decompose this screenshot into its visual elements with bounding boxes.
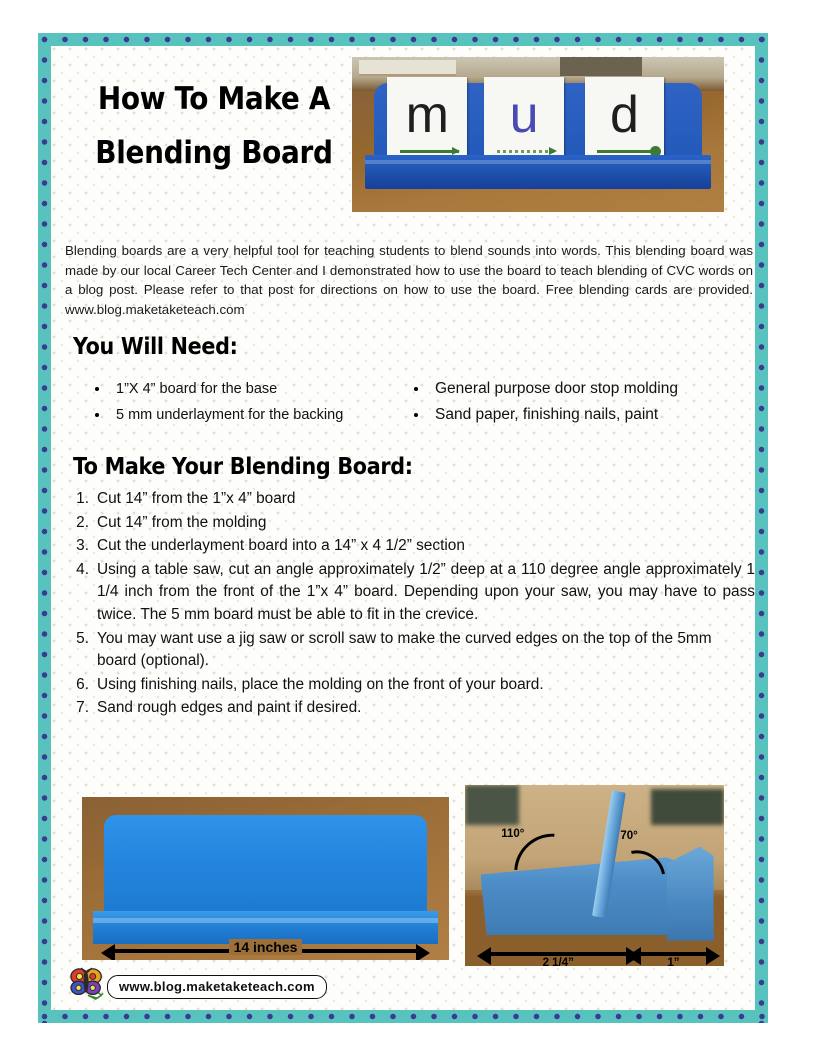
photo-background-object-2 [560, 57, 642, 76]
step-number: 5. [76, 629, 89, 647]
dimension-arrow-left-icon [491, 952, 626, 956]
photo-background-object-1 [465, 785, 519, 825]
instructions-heading: To Make Your Blending Board: [73, 454, 413, 480]
letter-card-d-glyph: d [610, 86, 639, 145]
photo-background-object-2 [651, 789, 724, 825]
step-number: 1. [76, 490, 89, 507]
materials-list-right [406, 376, 736, 428]
step-text: Cut 14” from the molding [97, 513, 267, 531]
step-number: 2. [76, 513, 89, 531]
list-item [69, 697, 755, 720]
photo-board-front-view [82, 797, 449, 960]
materials-heading: You Will Need: [73, 334, 238, 360]
list-item [69, 535, 755, 558]
list-item: Sand paper, finishing nails, paint [406, 402, 736, 428]
photo-blending-board-with-cards [352, 57, 724, 212]
list-item [69, 559, 755, 627]
step-text: You may want use a jig saw or scroll saw to make the curved edges on the top of the 5mm board (optional). [97, 629, 712, 670]
photo-board-rail [667, 847, 714, 941]
letter-card-u-glyph: u [509, 86, 539, 145]
step-number: 3. [76, 537, 89, 555]
page-title-line-2: Blending Board [95, 135, 333, 171]
step-number: 7. [76, 699, 89, 717]
dimension-label-width [82, 939, 449, 955]
photo-board-angle-detail [465, 785, 724, 966]
list-item [69, 674, 755, 697]
list-item [69, 628, 755, 673]
list-item [69, 488, 755, 511]
blend-arrow-icon [400, 150, 459, 153]
letter-card-m [387, 77, 467, 164]
blend-arrow-dot-icon [597, 150, 656, 153]
list-item [69, 512, 755, 535]
photo-board-ledge [365, 155, 711, 189]
butterfly-logo-icon [69, 967, 107, 1001]
page-title [64, 72, 364, 180]
dimension-arrow-right-icon [641, 952, 706, 956]
dimension-label-left: 2 1/4” [542, 956, 574, 966]
letter-card-u [484, 77, 564, 164]
step-text: Cut 14” from the 1”x 4” board [97, 490, 296, 507]
list-item: 5 mm underlayment for the backing [87, 402, 417, 428]
step-text: Using a table saw, cut an angle approximately 1/2” deep at a 110 degree angle approximately 1 1/4 inch from the front of the 1”x 4” board. Depending upon your saw, you may have to pass twice. The 5 mm board must be able to fit in the crevice. [97, 560, 755, 623]
blend-arrow-dotted-icon [497, 150, 556, 153]
angle-label-left: 110° [501, 828, 525, 841]
page-title-line-1: How To Make A [97, 81, 331, 117]
footer-url[interactable]: www.blog.maketaketeach.com [107, 975, 327, 999]
list-item: General purpose door stop molding [406, 376, 736, 402]
dimension-label-right: 1” [667, 956, 680, 966]
step-number: 6. [76, 675, 89, 693]
footer [69, 967, 369, 1003]
photo-background-object-1 [359, 60, 456, 76]
letter-card-d [585, 77, 665, 164]
intro-paragraph: Blending boards are a very helpful tool for teaching students to blend sounds into words. This blending board was made by our local Career Tech Center and I demonstrated how to use the board to teach blending of CVC words on a blog post. Please refer to that post for directions on how to use the board. Free blending cards are provided. www.blog.maketaketeach.com [65, 243, 753, 318]
page-content [51, 46, 755, 1010]
materials-list-left [87, 376, 417, 428]
step-number: 4. [76, 560, 89, 578]
photo-board-panel [104, 815, 427, 918]
step-text: Sand rough edges and paint if desired. [97, 699, 362, 717]
dimension-label-width-text: 14 inches [229, 939, 303, 955]
step-text: Using finishing nails, place the molding on the front of your board. [97, 675, 544, 693]
angle-label-right: 70° [620, 830, 638, 843]
instructions-list [69, 488, 755, 721]
letter-card-m-glyph: m [405, 86, 449, 145]
list-item: 1”X 4” board for the base [87, 376, 417, 402]
step-text: Cut the underlayment board into a 14” x 4 1/2” section [97, 537, 465, 555]
